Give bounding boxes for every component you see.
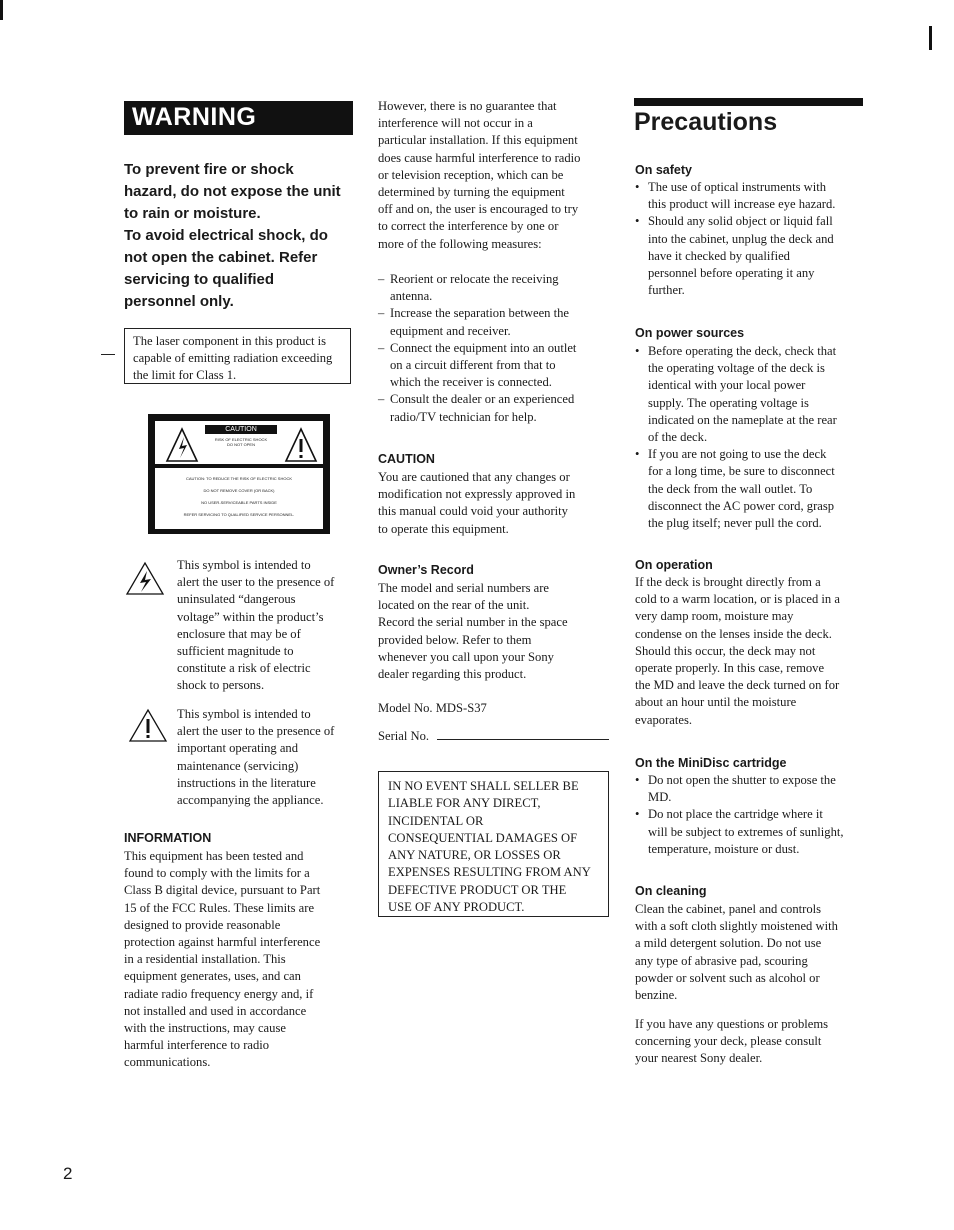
list-item: • Do not open the shutter to expose the MD.	[634, 772, 874, 806]
text-line: about an hour until the moisture	[635, 695, 797, 710]
text-line: If you have any questions or problems	[635, 1017, 829, 1031]
text-line: However, there is no guarantee that	[378, 99, 557, 113]
text-line: cold to a warm location, or is placed in a	[635, 592, 840, 607]
text-line: EXPENSES RESULTING FROM ANY	[388, 865, 591, 880]
text-line: harmful interference to radio	[124, 1038, 270, 1053]
caution-label-line: DO NOT REMOVE COVER (OR BACK)	[203, 488, 275, 493]
text-line: constitute a risk of electric	[177, 661, 311, 676]
text-line: concerning your deck, please consult	[635, 1034, 822, 1049]
warning-line: To prevent fire or shock	[124, 161, 294, 178]
text-line: accompanying the appliance.	[177, 793, 324, 808]
text-line: to correct the interference by one or	[378, 219, 559, 234]
crop-mark-left	[0, 0, 3, 20]
text-line: your nearest Sony dealer.	[635, 1051, 763, 1066]
text-line: This symbol is intended to	[177, 558, 311, 572]
text-line: evaporates.	[635, 712, 692, 727]
text-line: IN NO EVENT SHALL SELLER BE	[388, 779, 579, 793]
text-line: this manual could void your authority	[378, 504, 568, 519]
list-item: • The use of optical instruments with this product will increase eye hazard.	[634, 179, 874, 213]
list-item: – Reorient or relocate the receiving antenna.	[378, 271, 618, 305]
text-line: to operate this equipment.	[378, 521, 509, 536]
page-number: 2	[63, 1164, 73, 1183]
text-line: operate properly. In this case, remove	[635, 661, 825, 676]
caution-label-line: NO USER-SERVICEABLE PARTS INSIDE	[201, 500, 277, 505]
caution-label-sub: RISK OF ELECTRIC SHOCK	[214, 437, 268, 442]
text-line: instructions in the literature	[177, 775, 316, 790]
text-line: more of the following measures:	[378, 236, 542, 251]
text-line: USE OF ANY PRODUCT.	[388, 900, 525, 915]
text-line: in a residential installation. This	[124, 952, 286, 967]
warning-title: WARNING	[132, 103, 257, 131]
text-line: 15 of the FCC Rules. These limits are	[124, 900, 315, 915]
warning-line: hazard, do not expose the unit	[124, 183, 341, 200]
precautions-title: Precautions	[634, 108, 778, 136]
text-line: condense on the lenses inside the deck.	[635, 626, 832, 641]
caution-label-sub: DO NOT OPEN	[227, 442, 255, 447]
text-line: Class B digital device, pursuant to Part	[124, 883, 321, 898]
text-line: The model and serial numbers are	[378, 581, 549, 595]
text-line: interference will not occur in a	[378, 116, 533, 131]
text-line: If the deck is brought directly from a	[635, 575, 821, 589]
warning-line: personnel only.	[124, 293, 234, 310]
text-line: INCIDENTAL OR	[388, 813, 484, 828]
text-line: powder or solvent such as alcohol or	[635, 970, 820, 985]
laser-notice-box	[124, 328, 351, 384]
caution-label-header	[155, 421, 323, 464]
text-line: uninsulated “dangerous	[177, 592, 296, 607]
text-line: radiate radio frequency energy and, if	[124, 986, 314, 1001]
text-line: dealer regarding this product.	[378, 667, 527, 682]
text-line: voltage” within the product’s	[177, 609, 324, 624]
caution-label-body	[155, 468, 323, 529]
on-cleaning-heading: On cleaning	[635, 884, 707, 898]
caution-label-line: REFER SERVICING TO QUALIFIED SERVICE PERSONNEL.	[183, 512, 295, 517]
list-item: • Do not place the cartridge where it will be subject to extremes of sunlight, temperature, moisture or dust.	[634, 806, 874, 858]
safety-list	[634, 179, 874, 299]
minidisc-heading: On the MiniDisc cartridge	[635, 756, 787, 770]
questions-text	[635, 1016, 875, 1068]
laser-line: the limit for Class 1.	[133, 368, 237, 383]
text-line: alert the user to the presence of	[177, 575, 335, 590]
text-line: particular installation. If this equipment	[378, 133, 578, 148]
text-line: not installed and used in accordance	[124, 1003, 307, 1018]
text-line: This equipment has been tested and	[124, 849, 304, 863]
on-power-sources-heading: On power sources	[635, 326, 745, 340]
text-line: ANY NATURE, OR LOSSES OR	[388, 848, 561, 863]
text-line: Clean the cabinet, panel and controls	[635, 902, 822, 916]
interference-intro	[378, 98, 618, 253]
list-item: – Increase the separation between the equipment and receiver.	[378, 305, 618, 339]
text-line: important operating and	[177, 741, 299, 756]
text-line: protection against harmful interference	[124, 935, 321, 950]
text-line: located on the rear of the unit.	[378, 598, 530, 613]
warning-line: to rain or moisture.	[124, 205, 261, 222]
text-line: modification not expressly approved in	[378, 487, 576, 502]
instruction-symbol-text	[177, 706, 362, 809]
text-line: communications.	[124, 1055, 211, 1070]
owners-record-text	[378, 580, 618, 683]
text-line: any type of abrasive pad, scouring	[635, 953, 808, 968]
warning-line: To avoid electrical shock, do	[124, 227, 328, 244]
text-line: the MD and leave the deck turned on for	[635, 678, 840, 693]
margin-dash	[101, 354, 115, 355]
power-list	[634, 343, 874, 532]
text-line: enclosure that may be of	[177, 626, 301, 641]
text-line: shock to persons.	[177, 678, 265, 693]
caution-label-graphic	[148, 414, 330, 534]
list-item: • Before operating the deck, check that the operating voltage of the deck is identical with your local power supply. The operating voltage is indicated on the nameplate at the rear of the deck.	[634, 343, 874, 446]
lightning-triangle-icon	[125, 561, 165, 597]
warning-text	[124, 159, 364, 313]
minidisc-list	[634, 772, 874, 858]
text-line: determined by turning the equipment	[378, 185, 565, 200]
owners-record-heading: Owner’s Record	[378, 563, 474, 577]
text-line: provided below. Refer to them	[378, 632, 532, 647]
serial-number-label: Serial No.	[378, 729, 430, 743]
caution-label-header-text: CAUTION	[225, 426, 257, 433]
text-line: CONSEQUENTIAL DAMAGES OF	[388, 830, 578, 845]
text-line: benzine.	[635, 988, 678, 1003]
text-line: with a soft cloth slightly moistened with	[635, 919, 838, 934]
text-line: off and on, the user is encouraged to try	[378, 202, 579, 217]
text-line: maintenance (servicing)	[177, 758, 299, 773]
operation-text	[635, 574, 875, 729]
text-line: a mild detergent solution. Do not use	[635, 936, 822, 951]
text-line: Should this occur, the deck may not	[635, 643, 816, 658]
precautions-bar	[634, 98, 863, 106]
text-line: whenever you call upon your Sony	[378, 649, 554, 664]
caution-label-line: CAUTION: TO REDUCE THE RISK OF ELECTRIC SHOCK	[185, 476, 292, 481]
text-line: LIABLE FOR ANY DIRECT,	[388, 796, 541, 811]
text-line: Record the serial number in the space	[378, 615, 568, 630]
voltage-symbol-text	[177, 557, 362, 695]
text-line: alert the user to the presence of	[177, 724, 335, 739]
on-operation-heading: On operation	[635, 558, 713, 572]
caution-heading: CAUTION	[378, 452, 435, 466]
cleaning-text	[635, 901, 875, 1004]
disclaimer-box	[378, 771, 609, 917]
measures-list	[378, 271, 618, 426]
warning-banner	[124, 101, 353, 135]
text-line: or television reception, which can be	[378, 167, 564, 182]
list-item: • If you are not going to use the deck for a long time, be sure to disconnect the deck from the wall outlet. To disconnect the AC power cord, grasp the plug itself; never pull the cord.	[634, 446, 874, 532]
serial-number-line	[437, 739, 609, 740]
model-number: Model No. MDS-S37	[378, 701, 487, 715]
text-line: found to comply with the limits for a	[124, 866, 310, 881]
text-line: DEFECTIVE PRODUCT OR THE	[388, 882, 567, 897]
text-line: designed to provide reasonable	[124, 917, 281, 932]
information-text	[124, 848, 359, 1072]
text-line: does cause harmful interference to radio	[378, 150, 581, 165]
information-heading: INFORMATION	[124, 831, 212, 845]
text-line: with the instructions, may cause	[124, 1021, 286, 1036]
crop-mark-right	[929, 26, 932, 50]
list-item: – Consult the dealer or an experienced radio/TV technician for help.	[378, 391, 618, 425]
exclamation-triangle-icon	[128, 708, 168, 744]
warning-line: not open the cabinet. Refer	[124, 249, 318, 266]
on-safety-heading: On safety	[635, 163, 692, 177]
laser-line: The laser component in this product is	[133, 334, 327, 348]
list-item: • Should any solid object or liquid fall into the cabinet, unplug the deck and have it checked by qualified personnel before operating it any further.	[634, 213, 874, 299]
text-line: You are cautioned that any changes or	[378, 470, 570, 484]
text-line: equipment generates, uses, and can	[124, 969, 301, 984]
laser-line: capable of emitting radiation exceeding	[133, 351, 333, 366]
text-line: This symbol is intended to	[177, 707, 311, 721]
warning-line: servicing to qualified	[124, 271, 275, 288]
text-line: sufficient magnitude to	[177, 644, 294, 659]
list-item: – Connect the equipment into an outlet on a circuit different from that to which the receiver is connected.	[378, 340, 618, 392]
caution-text	[378, 469, 618, 538]
text-line: very damp room, moisture may	[635, 609, 794, 624]
